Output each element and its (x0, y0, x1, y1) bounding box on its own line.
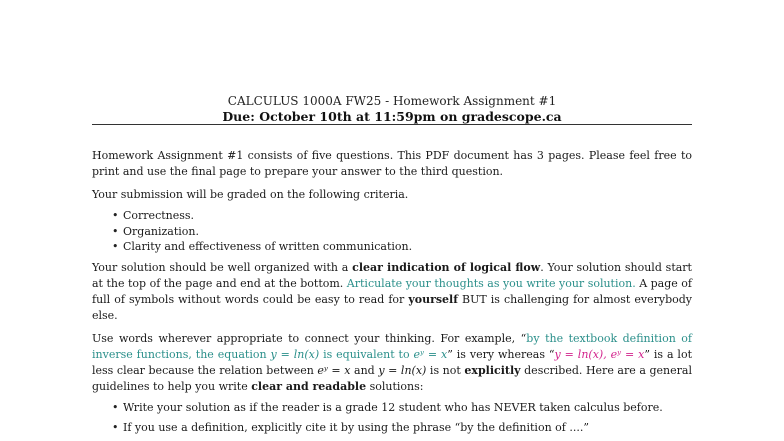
due-date: Due: October 10th at 11:59pm on gradescope.ca (222, 109, 562, 124)
text-run: is not (426, 363, 465, 377)
intro-paragraph: Homework Assignment #1 consists of five questions. This PDF document has 3 pages. Please feel free to print and use the final page to prepare your answer to the third question. (92, 149, 692, 178)
example-paragraph (92, 331, 692, 395)
math-expression: eʸ = x (413, 347, 448, 361)
criteria-list (92, 208, 692, 255)
emphasis-explicitly: explicitly (464, 363, 521, 377)
emphasis-yourself: yourself (408, 292, 458, 306)
text-run: ” is a lot less clear because the relation between (92, 347, 692, 377)
math-expression: y = ln(x) (270, 347, 320, 361)
criteria-lead: Your submission will be graded on the following criteria. (92, 188, 409, 201)
text-run: Your solution should be well organized with a (92, 260, 353, 274)
text-run: BUT is challenging for almost everybody else. (92, 292, 692, 322)
bad-example: y = ln(x), eʸ = x (554, 347, 645, 361)
emphasis-logical-flow: clear indication of logical flow (352, 260, 541, 274)
text-run: ” is very whereas “ (447, 347, 555, 361)
text-run: Use words wherever appropriate to connect your thinking. For example, “ (92, 331, 527, 345)
highlight-articulate: Articulate your thoughts as you write your solution. (346, 276, 636, 290)
list-item: • If you use a definition, explicitly cite it by using the phrase “by the definition of ....” (123, 420, 692, 436)
text-run: A page of full of symbols without words could be easy to read for (92, 276, 692, 306)
text-run: and (350, 363, 379, 377)
assignment-title: CALCULUS 1000A FW25 - Homework Assignment #1 (227, 94, 557, 108)
guidelines-list (92, 400, 692, 436)
header-rule (92, 124, 692, 125)
document-body (92, 148, 692, 441)
text-run: described. Here are a general guidelines to help you write (92, 363, 692, 393)
text-run: solutions: (366, 379, 424, 393)
emphasis-clear-readable: clear and readable (251, 379, 367, 393)
list-item: • Write your solution as if the reader is a grade 12 student who has NEVER taken calculus before. (123, 400, 692, 416)
list-item: • Correctness. (123, 208, 692, 224)
math-expression: eʸ = x (317, 363, 351, 377)
text-run: by the textbook definition of inverse functions, the equation (92, 331, 693, 361)
text-run: is equivalent to (319, 347, 414, 361)
organization-paragraph (92, 260, 692, 324)
list-item: • Clarity and effectiveness of written communication. (123, 239, 692, 255)
document-header (92, 94, 692, 124)
list-item: • Organization. (123, 224, 692, 240)
math-expression: y = ln(x) (378, 363, 427, 377)
text-run: . Your solution should start at the top of the page and end at the bottom. (92, 260, 692, 290)
